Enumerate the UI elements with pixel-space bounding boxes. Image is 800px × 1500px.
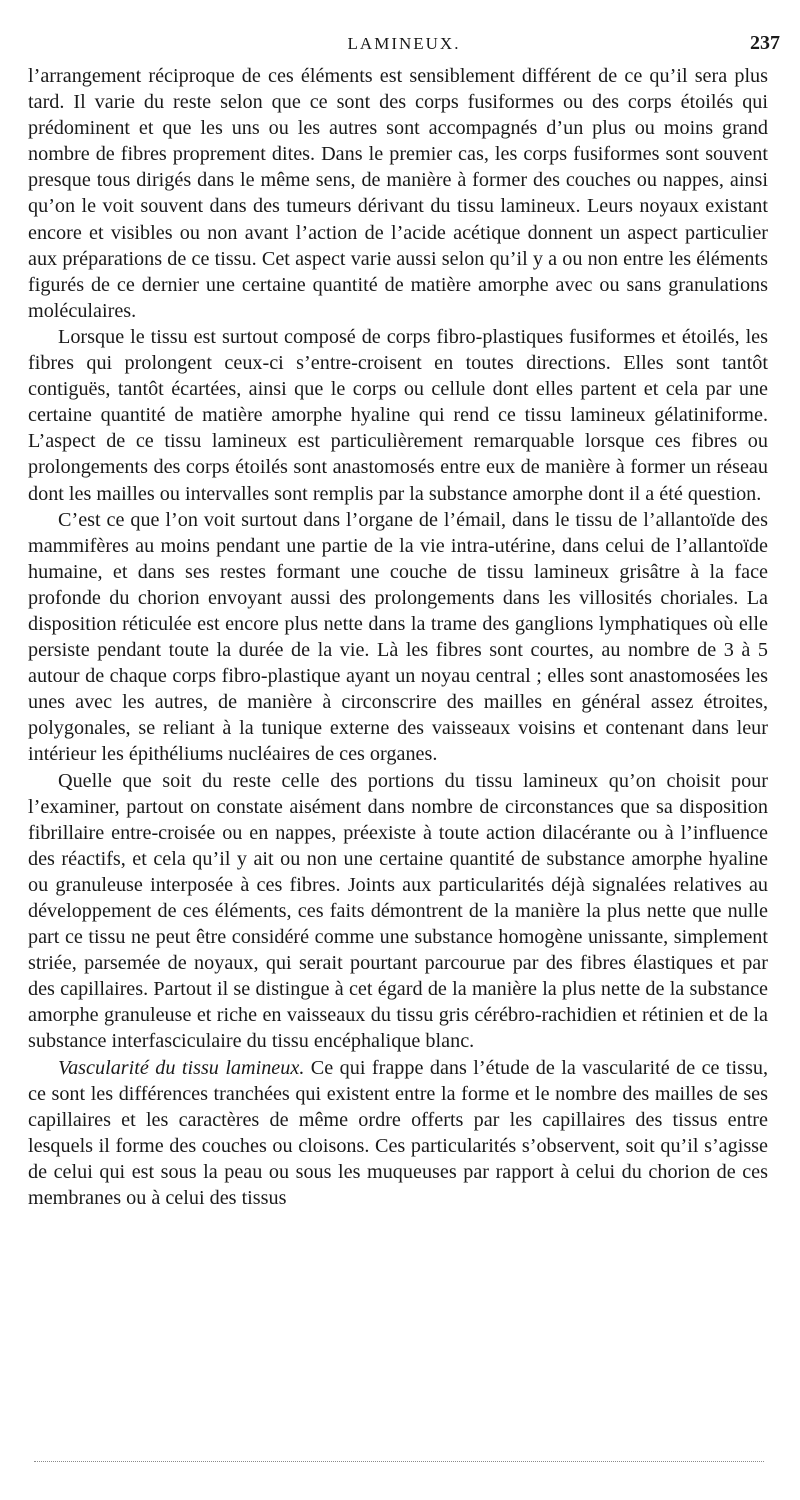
paragraph-5 bbox=[28, 1055, 768, 1212]
paragraph-3: C’est ce que l’on voit surtout dans l’organe de l’émail, dans le tissu de l’allantoïde des mammifères au moins pendant une partie de la vie intra-utérine, dans celui de l’allantoïde humaine, et dans ses restes formant une couche de tissu lamineux grisâtre à la face profonde du chorion envoyant aussi des prolongements dans les villosités choriales. La disposition réticulée est encore plus nette dans la trame des ganglions lymphatiques où elle persiste pendant toute la durée de la vie. Là les fibres sont courtes, au nombre de 3 à 5 autour de chaque corps fibro-plastique ayant un noyau central ; elles sont anastomosées les unes avec les autres, de manière à circonscrire des mailles en général assez étroites, polygonales, se reliant à la tunique externe des vaisseaux voisins et contenant dans leur intérieur les épithéliums nucléaires de ces organes. bbox=[28, 508, 768, 766]
running-title: LAMINEUX. bbox=[347, 34, 461, 53]
footer-rule bbox=[34, 1461, 764, 1462]
paragraph-5-text: Ce qui frappe dans l’étude de la vascularité de ce tissu, ce sont les différences tranchées qui existent entre la forme et le nombre des mailles de ses capillaires et les caractères de même ordre offerts par les capillaires des tissus entre lesquels il forme des couches ou cloisons. Ces particularités s’observent, soit qu’il s’agisse de celui qui est sous la peau ou sous les muqueuses par rapport à celui du chorion de ces membranes ou à celui des tissus bbox=[28, 1056, 768, 1210]
page-number: 237 bbox=[750, 32, 780, 54]
paragraph-2: Lorsque le tissu est surtout composé de corps fibro-plastiques fusiformes et étoilés, les fibres qui prolongent ceux-ci s’entre-croisent en toutes directions. Elles sont tantôt contiguës, tantôt écartées, ainsi que le corps ou cellule dont elles partent et cela par une certaine quantité de matière amorphe hyaline qui rend ce tissu lamineux gélatiniforme. L’aspect de ce tissu lamineux est particulièrement remarquable lorsque ces fibres ou prolongements des corps étoilés sont anastomosés entre eux de manière à former un réseau dont les mailles ou intervalles sont remplis par la substance amorphe dont il a été question. bbox=[28, 325, 768, 505]
running-header bbox=[28, 30, 780, 56]
section-heading: Vascularité du tissu lamineux. bbox=[58, 1056, 305, 1079]
paragraph-1: l’arrangement réciproque de ces éléments est sensiblement différent de ce qu’il sera plus tard. Il varie du reste selon que ce sont des corps fusiformes ou des corps étoilés qui prédominent et que les uns ou les autres sont accompagnés d’un plus ou moins grand nombre de fibres proprement dites. Dans le premier cas, les corps fusiformes sont souvent presque tous dirigés dans le même sens, de manière à former des couches ou nappes, ainsi qu’on le voit souvent dans des tumeurs dérivant du tissu lamineux. Leurs noyaux existant encore et visibles ou non avant l’action de l’acide acétique donnent un aspect particulier aux préparations de ce tissu. Cet aspect varie aussi selon qu’il y a ou non entre les éléments figurés de ce dernier une certaine quantité de matière amorphe avec ou sans granulations moléculaires. bbox=[28, 65, 768, 322]
body-text bbox=[28, 63, 768, 1211]
paragraph-4: Quelle que soit du reste celle des portions du tissu lamineux qu’on choisit pour l’examiner, partout on constate aisément dans nombre de circonstances que sa disposition fibrillaire entre-croisée ou en nappes, préexiste à toute action dilacérante ou à l’influence des réactifs, et cela qu’il y ait ou non une certaine quantité de substance amorphe hyaline ou granuleuse interposée à ces fibres. Joints aux particularités déjà signalées relatives au développement de ces éléments, ces faits démontrent de la manière la plus nette que nulle part ce tissu ne peut être considéré comme une substance homogène unissante, simplement striée, parsemée de noyaux, qui serait pourtant parcourue par des fibres élastiques et par des capillaires. Partout il se distingue à cet égard de la manière la plus nette de la substance amorphe granuleuse et riche en vaisseaux du tissu gris cérébro-rachidien et rétinien et de la substance interfasciculaire du tissu encéphalique blanc. bbox=[28, 769, 768, 1053]
